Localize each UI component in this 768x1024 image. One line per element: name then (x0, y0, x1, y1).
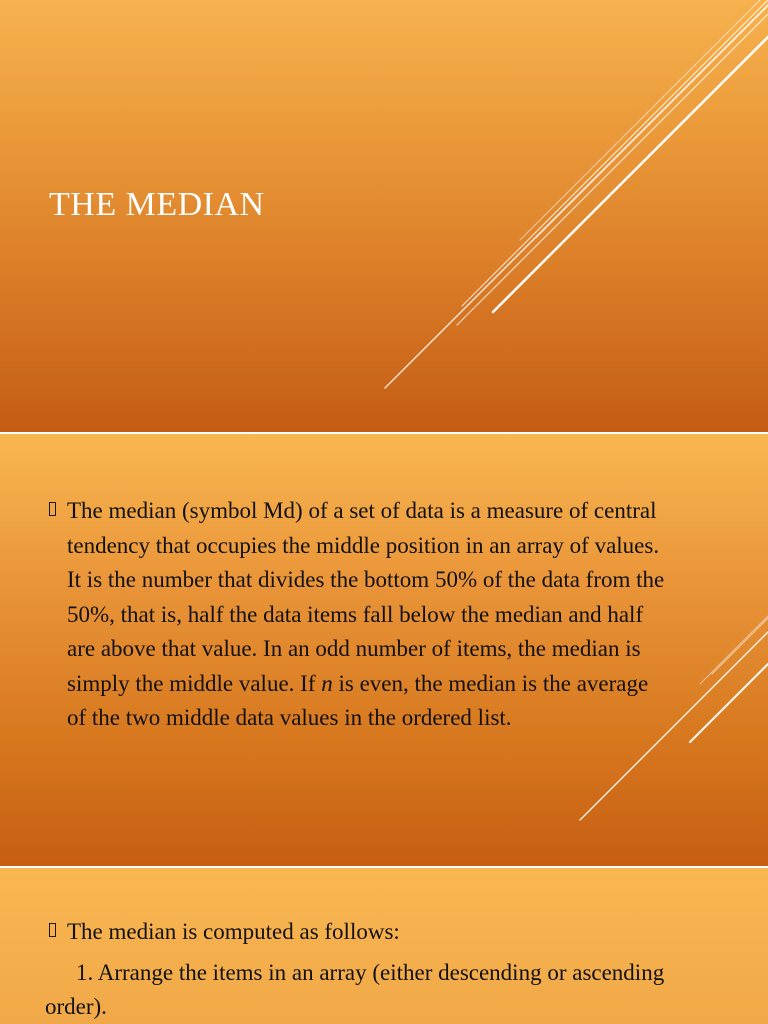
bullet-box-icon (49, 502, 56, 516)
definition-text-start: The median (symbol Md) of a set of data is a measure of central tendency that occupies the middle position in an array of values. It is the number that divides the bottom 50% of the data from the 50%, that is, half the data items fall below the median and half are above that value. In an odd number of items, the median is simply the middle value. If (67, 498, 665, 696)
bullet-item (45, 915, 685, 950)
bullet-box-icon (49, 923, 56, 937)
bullet-item (45, 494, 665, 736)
slide-title: THE MEDIAN (49, 186, 265, 223)
definition-text-end: is even, the median is the average of the two middle data values in the ordered list. (67, 670, 649, 730)
italic-n: n (321, 670, 333, 696)
title-slide (0, 0, 768, 432)
computation-bullet (45, 915, 685, 1024)
step-1-text: 1. Arrange the items in an array (either descending or ascending order). (45, 959, 665, 1019)
definition-paragraph (67, 494, 665, 736)
definition-slide (0, 434, 768, 866)
definition-bullet (45, 494, 665, 736)
computation-intro: The median is computed as follows: (67, 919, 400, 944)
computation-slide (0, 868, 768, 1024)
